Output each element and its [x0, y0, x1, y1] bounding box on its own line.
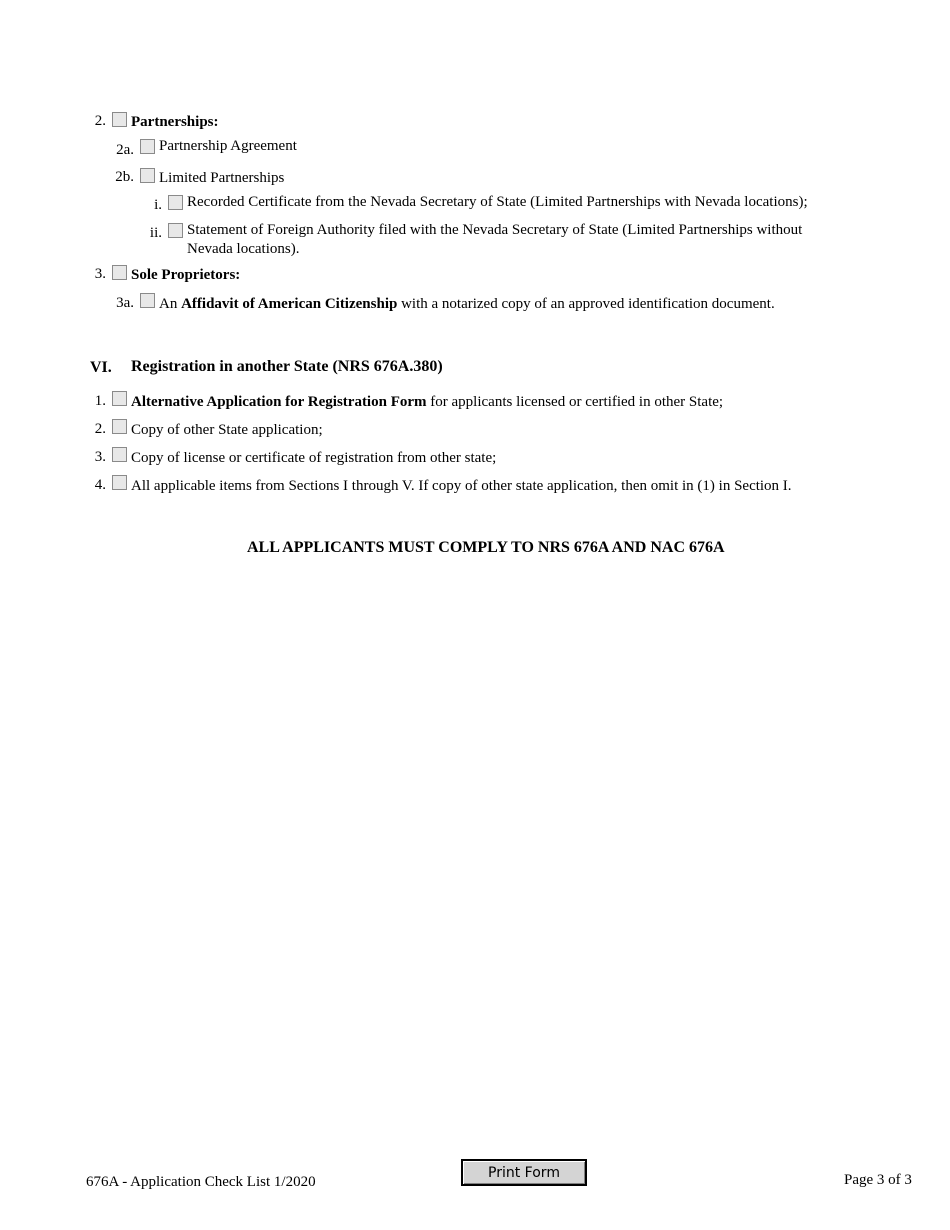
partnerships-checkbox[interactable] — [112, 112, 127, 127]
partnership-agreement-checkbox[interactable] — [140, 139, 155, 154]
affidavit-checkbox[interactable] — [140, 293, 155, 308]
item-number: 2b. — [115, 169, 134, 185]
recorded-certificate-checkbox[interactable] — [168, 195, 183, 210]
section-number: VI. — [90, 359, 112, 376]
other-state-application-label: Copy of other State application; — [131, 422, 323, 438]
license-copy-label: Copy of license or certificate of registration from other state; — [131, 450, 497, 466]
partnership-agreement-label: Partnership Agreement — [159, 138, 297, 154]
foreign-authority-label-line1: Statement of Foreign Authority filed with the Nevada Secretary of State (Limited Partnerships without — [187, 222, 803, 238]
foreign-authority-checkbox[interactable] — [168, 223, 183, 238]
foreign-authority-label — [187, 221, 802, 259]
page-number: Page 3 of 3 — [844, 1172, 912, 1188]
item-number: i. — [154, 197, 162, 213]
all-items-label: All applicable items from Sections I through V. If copy of other state application, then omit in (1) in Section I. — [131, 478, 792, 494]
item-number: 2. — [94, 113, 106, 129]
other-state-application-checkbox[interactable] — [112, 419, 127, 434]
item-number: 2a. — [116, 142, 134, 158]
item-number: 4. — [94, 477, 106, 493]
all-items-checkbox[interactable] — [112, 475, 127, 490]
item-number: ii. — [149, 225, 162, 241]
item-number: 3. — [94, 449, 106, 465]
affidavit-label: An Affidavit of American Citizenship with a notarized copy of an approved identification document. — [159, 296, 775, 312]
item-number: 1. — [94, 393, 106, 409]
recorded-certificate-label: Recorded Certificate from the Nevada Secretary of State (Limited Partnerships with Nevada locations); — [187, 194, 808, 210]
limited-partnerships-checkbox[interactable] — [140, 168, 155, 183]
compliance-notice: ALL APPLICANTS MUST COMPLY TO NRS 676A AND NAC 676A — [247, 539, 725, 556]
item-number: 2. — [94, 421, 106, 437]
license-copy-checkbox[interactable] — [112, 447, 127, 462]
foreign-authority-label-line2: Nevada locations). — [187, 241, 300, 257]
section-title: Registration in another State (NRS 676A.380) — [131, 358, 443, 375]
alternative-application-label: Alternative Application for Registration Form for applicants licensed or certified in other State; — [131, 394, 724, 410]
alternative-application-checkbox[interactable] — [112, 391, 127, 406]
form-identifier: 676A - Application Check List 1/2020 — [86, 1174, 316, 1190]
sole-proprietors-label: Sole Proprietors: — [131, 267, 241, 283]
sole-proprietors-checkbox[interactable] — [112, 265, 127, 280]
item-number: 3. — [94, 266, 106, 282]
print-form-button[interactable]: Print Form — [461, 1159, 587, 1186]
partnerships-label: Partnerships: — [131, 114, 219, 130]
limited-partnerships-label: Limited Partnerships — [159, 170, 285, 186]
item-number: 3a. — [116, 295, 134, 311]
